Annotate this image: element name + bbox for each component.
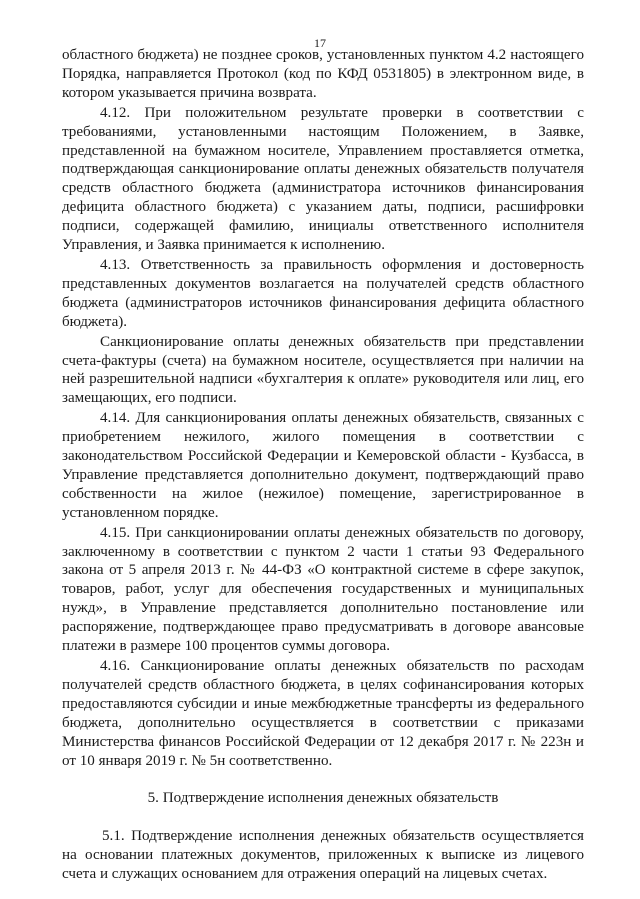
paragraph-5-1: 5.1. Подтверждение исполнения денежных обязательств осуществляется на основании платежных документов, приложенных к выписке из лицевого счета и служащих основанием для отражения операций на лицевых счетах. [62, 828, 584, 883]
paragraph-invoice-sanction: Санкционирование оплаты денежных обязательств при представлении счета-фактуры (счета) на бумажном носителе, осуществляется при наличии на ней разрешительной надписи «бухгалтерия к оплате» руководителя или лиц, его замещающих, его подписи. [62, 333, 584, 407]
paragraph-continuation: областного бюджета) не позднее сроков, установленных пунктом 4.2 настоящего Порядка, направляется Протокол (код по КФД 0531805) в электронном виде, в котором указывается причина возврата. [62, 47, 584, 101]
paragraph-4-12: 4.12. При положительном результате проверки в соответствии с требованиями, установленными настоящим Положением, в Заявке, представленной на бумажном носителе, Управлением проставляется отметка, подтверждающая санкционирование оплаты денежных обязательств получателя средств областного бюджета (администратора источников финансирования дефицита областного бюджета) с указанием даты, подписи, расшифровки подписи, содержащей фамилию, инициалы ответственного исполнителя Управления, и Заявка принимается к исполнению. [62, 104, 584, 254]
paragraph-4-13: 4.13. Ответственность за правильность оформления и достоверность представленных документов возлагается на получателей средств областного бюджета (администраторов источников финансирования дефицита областного бюджета). [62, 256, 584, 330]
document-body [62, 46, 584, 884]
paragraph-4-16: 4.16. Санкционирование оплаты денежных обязательств по расходам получателей средств областного бюджета, в целях софинансирования которых предоставляются субсидии и иные межбюджетные трансферты из федерального бюджета, дополнительно осуществляется в соответствии с приказами Министерства финансов Российской Федерации от 12 декабря 2017 г. № 223н и от 10 января 2019 г. № 5н соответственно. [62, 658, 584, 769]
page-number: 17 [314, 36, 326, 50]
paragraph-4-15: 4.15. При санкционировании оплаты денежных обязательств по договору, заключенному в соответствии с пунктом 2 части 1 статьи 93 Федерального закона от 5 апреля 2013 г. № 44-ФЗ «О контрактной системе в сфере закупок, товаров, работ, услуг для обеспечения государственных и муниципальных нужд», в Управление представляется дополнительно постановление или распоряжение, подтверждающее право предусматривать в договоре авансовые платежи в размере 100 процентов суммы договора. [62, 524, 584, 655]
paragraph-4-14: 4.14. Для санкционирования оплаты денежных обязательств, связанных с приобретением нежилого, жилого помещения в соответствии с законодательством Российской Федерации и Кемеровской области - Кузбасса, в Управление представляется дополнительно документ, подтверждающий право собственности на жилое (нежилое) помещение, зарегистрированное в установленном порядке. [62, 410, 584, 521]
section-heading: 5. Подтверждение исполнения денежных обязательств [147, 790, 499, 807]
